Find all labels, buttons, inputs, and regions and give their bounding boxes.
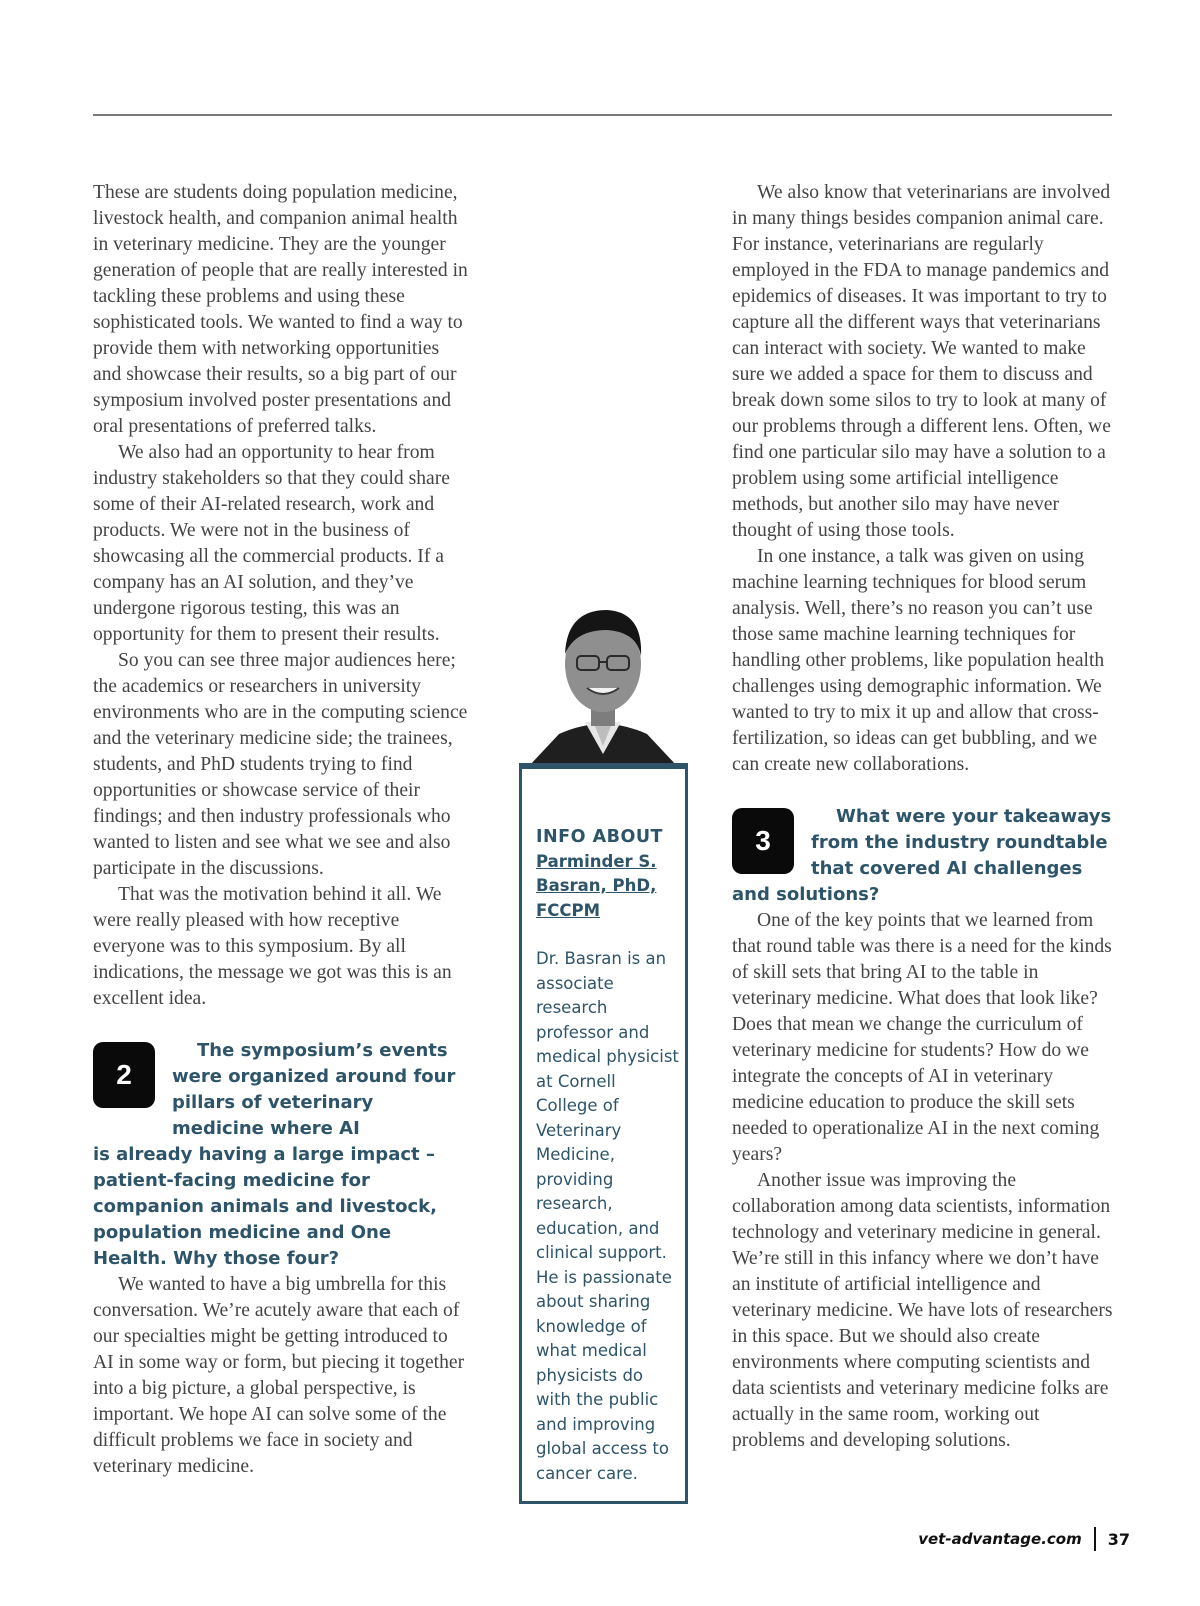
info-heading: INFO ABOUT — [536, 827, 663, 847]
right-paragraph-1: We also know that veterinarians are involved in many things besides companion animal care. For instance, veterinarians are regularly employed in the FDA to manage pandemics and epidemics of diseases. It was important to try to capture all the different ways that veterinarians can interact with society. We wanted to make sure we added a space for them to discuss and break down some silos to try to look at many of our problems through a different lens. Often, we find one particular silo may have a solution to a problem using some artificial intelligence methods, but another silo may have never thought of using those tools. — [732, 182, 1111, 541]
left-column — [93, 180, 471, 1480]
page-number: 37 — [1107, 1529, 1130, 1549]
question-3-rest: and solutions? — [732, 884, 880, 905]
question-number-badge: 3 — [732, 808, 794, 874]
portrait-photo — [519, 596, 687, 766]
question-number-badge: 2 — [93, 1042, 155, 1108]
question-3-block — [732, 804, 1114, 1454]
info-box — [519, 763, 688, 1504]
left-paragraph-2: We also had an opportunity to hear from industry stakeholders so that they could share some of their AI-related research, work and products. We were not in the business of showcasing all the commercial products. If a company has an AI solution, and they’ve undergone rigorous testing, this was an opportunity for them to present their results. — [93, 442, 450, 645]
question-2-rest: is already having a large impact – patient-facing medicine for companion animals and livestock, population medicine and One Health. Why those four? — [93, 1144, 437, 1269]
info-bio: Dr. Basran is an associate research professor and medical physicist at Cornell College of Veterinary Medicine, providing research, education, and clinical support. He is passionate about sharing knowledge of what medical physicists do with the public and improving global access to cancer care. — [536, 949, 679, 1483]
portrait-illustration — [519, 596, 687, 766]
question-3-answer-1: One of the key points that we learned from that round table was there is a need for the kinds of skill sets that bring AI to the table in veterinary medicine. What does that look like? Does that mean we change the curriculum of veterinary medicine for students? How do we integrate the concepts of AI in veterinary medicine education to produce the skill sets needed to operationalize AI in the next coming years? — [732, 910, 1112, 1165]
question-3-answer-2: Another issue was improving the collaboration among data scientists, information technology and veterinary medicine in general. We’re still in this infancy where we don’t have an institute of artificial intelligence and veterinary medicine. We have lots of researchers in this space. But we should also create environments where computing scientists and data scientists and veterinary medicine folks are actually in the same room, working out problems and developing solutions. — [732, 1170, 1113, 1451]
question-3-lead: What were your takeaways from the industry roundtable that covered AI challenges — [811, 806, 1112, 879]
page-footer — [918, 1527, 1130, 1561]
question-2-lead: The symposium’s events were organized around four pillars of veterinary medicine where AI — [172, 1040, 456, 1139]
header-rule — [93, 114, 1112, 116]
left-paragraph-1: These are students doing population medicine, livestock health, and companion animal health in veterinary medicine. They are the younger generation of people that are really interested in tackling these problems and using these sophisticated tools. We wanted to find a way to provide them with networking opportunities and showcase their results, so a big part of our symposium involved poster presentations and oral presentations of preferred talks. — [93, 182, 468, 437]
left-paragraph-4: That was the motivation behind it all. We were really pleased with how receptive everyone was to this symposium. By all indications, the message we got was this is an excellent idea. — [93, 884, 452, 1009]
left-paragraph-3: So you can see three major audiences here; the academics or researchers in university environments who are in the computing science and the veterinary medicine side; the trainees, students, and PhD students trying to find opportunities or showcase service of their findings; and then industry professionals who wanted to listen and see what we see and also participate in the discussions. — [93, 650, 468, 879]
footer-site-link[interactable]: vet-advantage.com — [918, 1530, 1082, 1548]
question-2-answer: We wanted to have a big umbrella for this conversation. We’re acutely aware that each of our specialties might be getting introduced to AI in some way or form, but piecing it together into a big picture, a global perspective, is important. We hope AI can solve some of the difficult problems we face in society and veterinary medicine. — [93, 1274, 465, 1477]
right-column — [732, 180, 1114, 1454]
info-name-link[interactable]: Parminder S. Basran, PhD, FCCPM — [536, 851, 657, 920]
right-paragraph-2: In one instance, a talk was given on using machine learning techniques for blood serum analysis. Well, there’s no reason you can’t use those same machine learning techniques for handling other problems, like population health challenges using demographic information. We wanted to try to mix it up and allow that cross-fertilization, so ideas can get bubbling, and we can create new collaborations. — [732, 546, 1105, 775]
question-2-block — [93, 1038, 471, 1480]
